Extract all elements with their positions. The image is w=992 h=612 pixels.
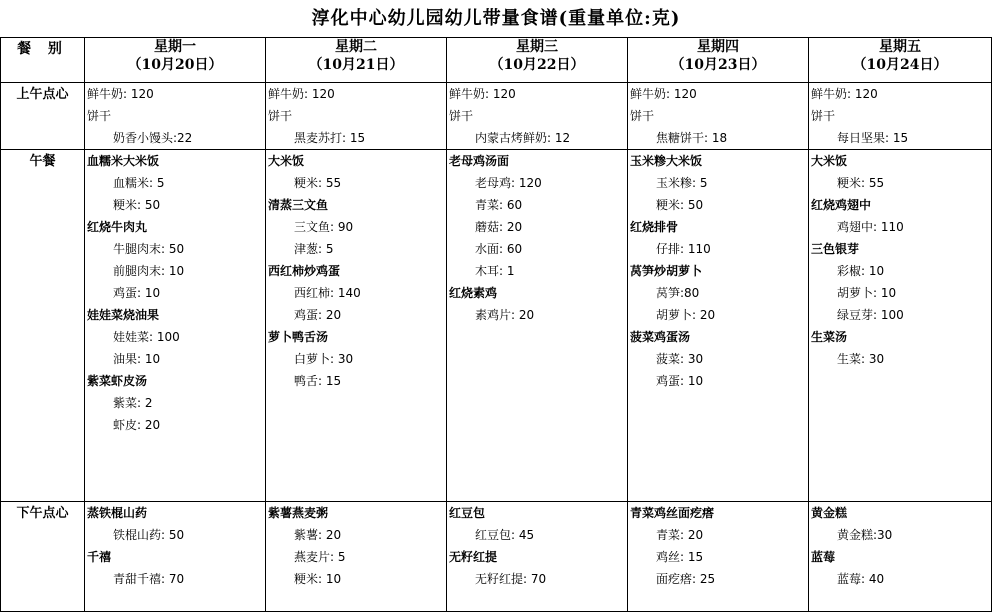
ingredient-line: 紫薯: 20 [294, 528, 342, 542]
cell-morning-fri [809, 83, 992, 150]
dish-name: 三色银芽 [811, 242, 860, 256]
dish-name: 菠菜鸡蛋汤 [630, 330, 691, 344]
menu-line: 黑麦苏打: 15 [294, 131, 366, 145]
menu-line: 饼干 [630, 109, 655, 123]
dish-name: 血糯米大米饭 [87, 154, 160, 168]
menu-line: 鲜牛奶: 120 [449, 87, 516, 101]
day-name: 星期一 [154, 39, 196, 55]
menu-line: 鲜牛奶: 120 [268, 87, 335, 101]
ingredient-line: 胡萝卜: 20 [656, 308, 716, 322]
ingredient-line: 红豆包: 45 [475, 528, 535, 542]
ingredient-line: 粳米: 50 [113, 198, 161, 212]
ingredient-line: 西红柿: 140 [294, 286, 361, 300]
day-date: （10月22日） [489, 57, 585, 73]
ingredient-line: 鸡翅中: 110 [837, 220, 904, 234]
ingredient-line: 津葱: 5 [294, 242, 334, 256]
dish-name: 蒸铁棍山药 [87, 506, 148, 520]
ingredient-line: 鸭舌: 15 [294, 374, 342, 388]
cell-afternoon-tue [266, 502, 447, 612]
ingredient-line: 青菜: 20 [656, 528, 704, 542]
ingredient-line: 蘑菇: 20 [475, 220, 523, 234]
ingredient-line: 素鸡片: 20 [475, 308, 535, 322]
ingredient-line: 黄金糕:30 [837, 528, 893, 542]
ingredient-line: 绿豆芽: 100 [837, 308, 904, 322]
ingredient-line: 粳米: 50 [656, 198, 704, 212]
ingredient-line: 莴笋:80 [656, 286, 700, 300]
dish-name: 千禧 [87, 550, 112, 564]
meal-type-header: 餐 别 [1, 38, 85, 83]
menu-line: 焦糖饼干: 18 [656, 131, 728, 145]
ingredient-line: 前腿肉末: 10 [113, 264, 185, 278]
ingredient-line: 牛腿肉末: 50 [113, 242, 185, 256]
ingredient-line: 血糯米: 5 [113, 176, 165, 190]
header-row [1, 38, 992, 83]
cell-afternoon-fri [809, 502, 992, 612]
ingredient-line: 粳米: 55 [837, 176, 885, 190]
ingredient-line: 彩椒: 10 [837, 264, 885, 278]
dish-name: 萝卜鸭舌汤 [268, 330, 329, 344]
cell-morning-tue [266, 83, 447, 150]
dish-name: 红烧排骨 [630, 220, 679, 234]
dish-name: 玉米糁大米饭 [630, 154, 703, 168]
ingredient-line: 鸡丝: 15 [656, 550, 704, 564]
row-morning-snack [1, 83, 992, 150]
row-lunch [1, 150, 992, 502]
menu-line: 鲜牛奶: 120 [630, 87, 697, 101]
ingredient-line: 三文鱼: 90 [294, 220, 354, 234]
cell-morning-thu [628, 83, 809, 150]
day-name: 星期五 [879, 39, 921, 55]
day-header-fri [809, 38, 992, 83]
dish-name: 紫菜虾皮汤 [87, 374, 148, 388]
ingredient-line: 粳米: 55 [294, 176, 342, 190]
dish-name: 大米饭 [268, 154, 305, 168]
dish-name: 西红柿炒鸡蛋 [268, 264, 341, 278]
dish-name: 红烧素鸡 [449, 286, 498, 300]
day-header-thu [628, 38, 809, 83]
day-name: 星期四 [697, 39, 739, 55]
cell-afternoon-wed [447, 502, 628, 612]
ingredient-line: 油果: 10 [113, 352, 161, 366]
menu-line: 饼干 [811, 109, 836, 123]
dish-name: 红烧鸡翅中 [811, 198, 872, 212]
menu-line: 饼干 [268, 109, 293, 123]
ingredient-line: 娃娃菜: 100 [113, 330, 180, 344]
ingredient-line: 燕麦片: 5 [294, 550, 346, 564]
ingredient-line: 面疙瘩: 25 [656, 572, 716, 586]
ingredient-line: 青甜千禧: 70 [113, 572, 185, 586]
ingredient-line: 蓝莓: 40 [837, 572, 885, 586]
menu-line: 饼干 [87, 109, 112, 123]
day-date: （10月24日） [852, 57, 948, 73]
dish-name: 紫薯燕麦粥 [268, 506, 329, 520]
dish-name: 老母鸡汤面 [449, 154, 510, 168]
row-afternoon-snack [1, 502, 992, 612]
day-date: （10月21日） [308, 57, 404, 73]
dish-name: 大米饭 [811, 154, 848, 168]
menu-table [0, 37, 992, 612]
ingredient-line: 青菜: 60 [475, 198, 523, 212]
meal-label-afternoon: 下午点心 [1, 502, 85, 612]
day-header-wed [447, 38, 628, 83]
dish-name: 红烧牛肉丸 [87, 220, 148, 234]
day-header-tue [266, 38, 447, 83]
cell-morning-wed [447, 83, 628, 150]
ingredient-line: 鸡蛋: 10 [656, 374, 704, 388]
menu-line: 鲜牛奶: 120 [811, 87, 878, 101]
ingredient-line: 紫菜: 2 [113, 396, 153, 410]
cell-lunch-wed [447, 150, 628, 502]
ingredient-line: 胡萝卜: 10 [837, 286, 897, 300]
ingredient-line: 虾皮: 20 [113, 418, 161, 432]
ingredient-line: 白萝卜: 30 [294, 352, 354, 366]
meal-label-lunch: 午餐 [1, 150, 85, 502]
menu-line: 每日坚果: 15 [837, 131, 909, 145]
dish-name: 蓝莓 [811, 550, 836, 564]
dish-name: 娃娃菜烧油果 [87, 308, 160, 322]
menu-line: 奶香小馒头:22 [113, 131, 193, 145]
cell-lunch-fri [809, 150, 992, 502]
ingredient-line: 粳米: 10 [294, 572, 342, 586]
ingredient-line: 鸡蛋: 20 [294, 308, 342, 322]
ingredient-line: 老母鸡: 120 [475, 176, 542, 190]
cell-lunch-mon [85, 150, 266, 502]
day-header-mon [85, 38, 266, 83]
cell-lunch-tue [266, 150, 447, 502]
day-name: 星期二 [335, 39, 377, 55]
cell-morning-mon [85, 83, 266, 150]
dish-name: 黄金糕 [811, 506, 848, 520]
ingredient-line: 木耳: 1 [475, 264, 515, 278]
menu-line: 鲜牛奶: 120 [87, 87, 154, 101]
day-date: （10月23日） [670, 57, 766, 73]
page-title: 淳化中心幼儿园幼儿带量食谱(重量单位:克) [311, 8, 681, 29]
day-name: 星期三 [516, 39, 558, 55]
ingredient-line: 铁棍山药: 50 [113, 528, 185, 542]
dish-name: 清蒸三文鱼 [268, 198, 329, 212]
dish-name: 青菜鸡丝面疙瘩 [630, 506, 715, 520]
ingredient-line: 玉米糁: 5 [656, 176, 708, 190]
ingredient-line: 仔排: 110 [656, 242, 711, 256]
ingredient-line: 鸡蛋: 10 [113, 286, 161, 300]
menu-line: 饼干 [449, 109, 474, 123]
cell-afternoon-thu [628, 502, 809, 612]
ingredient-line: 菠菜: 30 [656, 352, 704, 366]
cell-lunch-thu [628, 150, 809, 502]
meal-label-morning: 上午点心 [1, 83, 85, 150]
dish-name: 无籽红提 [449, 550, 498, 564]
menu-line: 内蒙古烤鲜奶: 12 [475, 131, 571, 145]
ingredient-line: 生菜: 30 [837, 352, 885, 366]
dish-name: 生菜汤 [811, 330, 848, 344]
dish-name: 红豆包 [449, 506, 486, 520]
dish-name: 莴笋炒胡萝卜 [630, 264, 703, 278]
ingredient-line: 水面: 60 [475, 242, 523, 256]
ingredient-line: 无籽红提: 70 [475, 572, 547, 586]
day-date: （10月20日） [127, 57, 223, 73]
cell-afternoon-mon [85, 502, 266, 612]
